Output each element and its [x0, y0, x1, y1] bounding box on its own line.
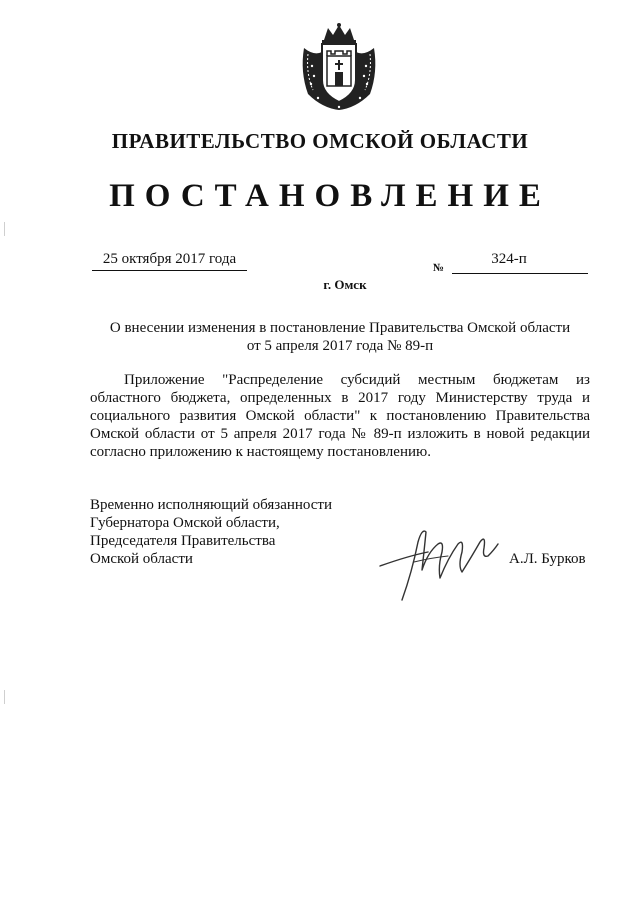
number-value: 324-п [491, 251, 527, 267]
coat-of-arms-icon [298, 22, 380, 112]
document-number [452, 250, 588, 274]
signatory-name: А.Л. Бурков [509, 551, 586, 567]
number-sign: № [433, 262, 445, 274]
date-value: 25 октября 2017 года [102, 251, 237, 267]
date-underline [92, 269, 247, 271]
document-type-title: ПОСТАНОВЛЕНИЕ [109, 178, 551, 214]
number-underline [452, 272, 588, 274]
body-paragraph: Приложение "Распределение субсидий местным бюджетам из областного бюджета, определенных в 2017 году Министерству труда и социального развития Омской области" к постановлению Правительства Омской области от 5 апреля 2017 года № 89-п изложить в новой редакции согласно приложению к настоящему постановлению. [90, 372, 590, 460]
city-label: г. Омск [323, 277, 367, 292]
subject-line-2: от 5 апреля 2017 года № 89-п [246, 338, 434, 354]
signatory-line-3: Председателя Правительства [90, 533, 276, 549]
scan-margin-mark [4, 222, 5, 236]
signature-icon [378, 522, 500, 602]
government-title: ПРАВИТЕЛЬСТВО ОМСКОЙ ОБЛАСТИ [111, 129, 529, 153]
document-date [92, 250, 247, 271]
signatory-position [90, 496, 350, 568]
subject-line-1: О внесении изменения в постановление Правительства Омской области [109, 320, 571, 336]
signatory-line-4: Омской области [90, 551, 193, 567]
signatory-line-1: Временно исполняющий обязанности [90, 497, 333, 513]
signatory-line-2: Губернатора Омской области, [90, 515, 280, 531]
scan-margin-mark [4, 690, 5, 704]
document-subject [90, 319, 590, 355]
